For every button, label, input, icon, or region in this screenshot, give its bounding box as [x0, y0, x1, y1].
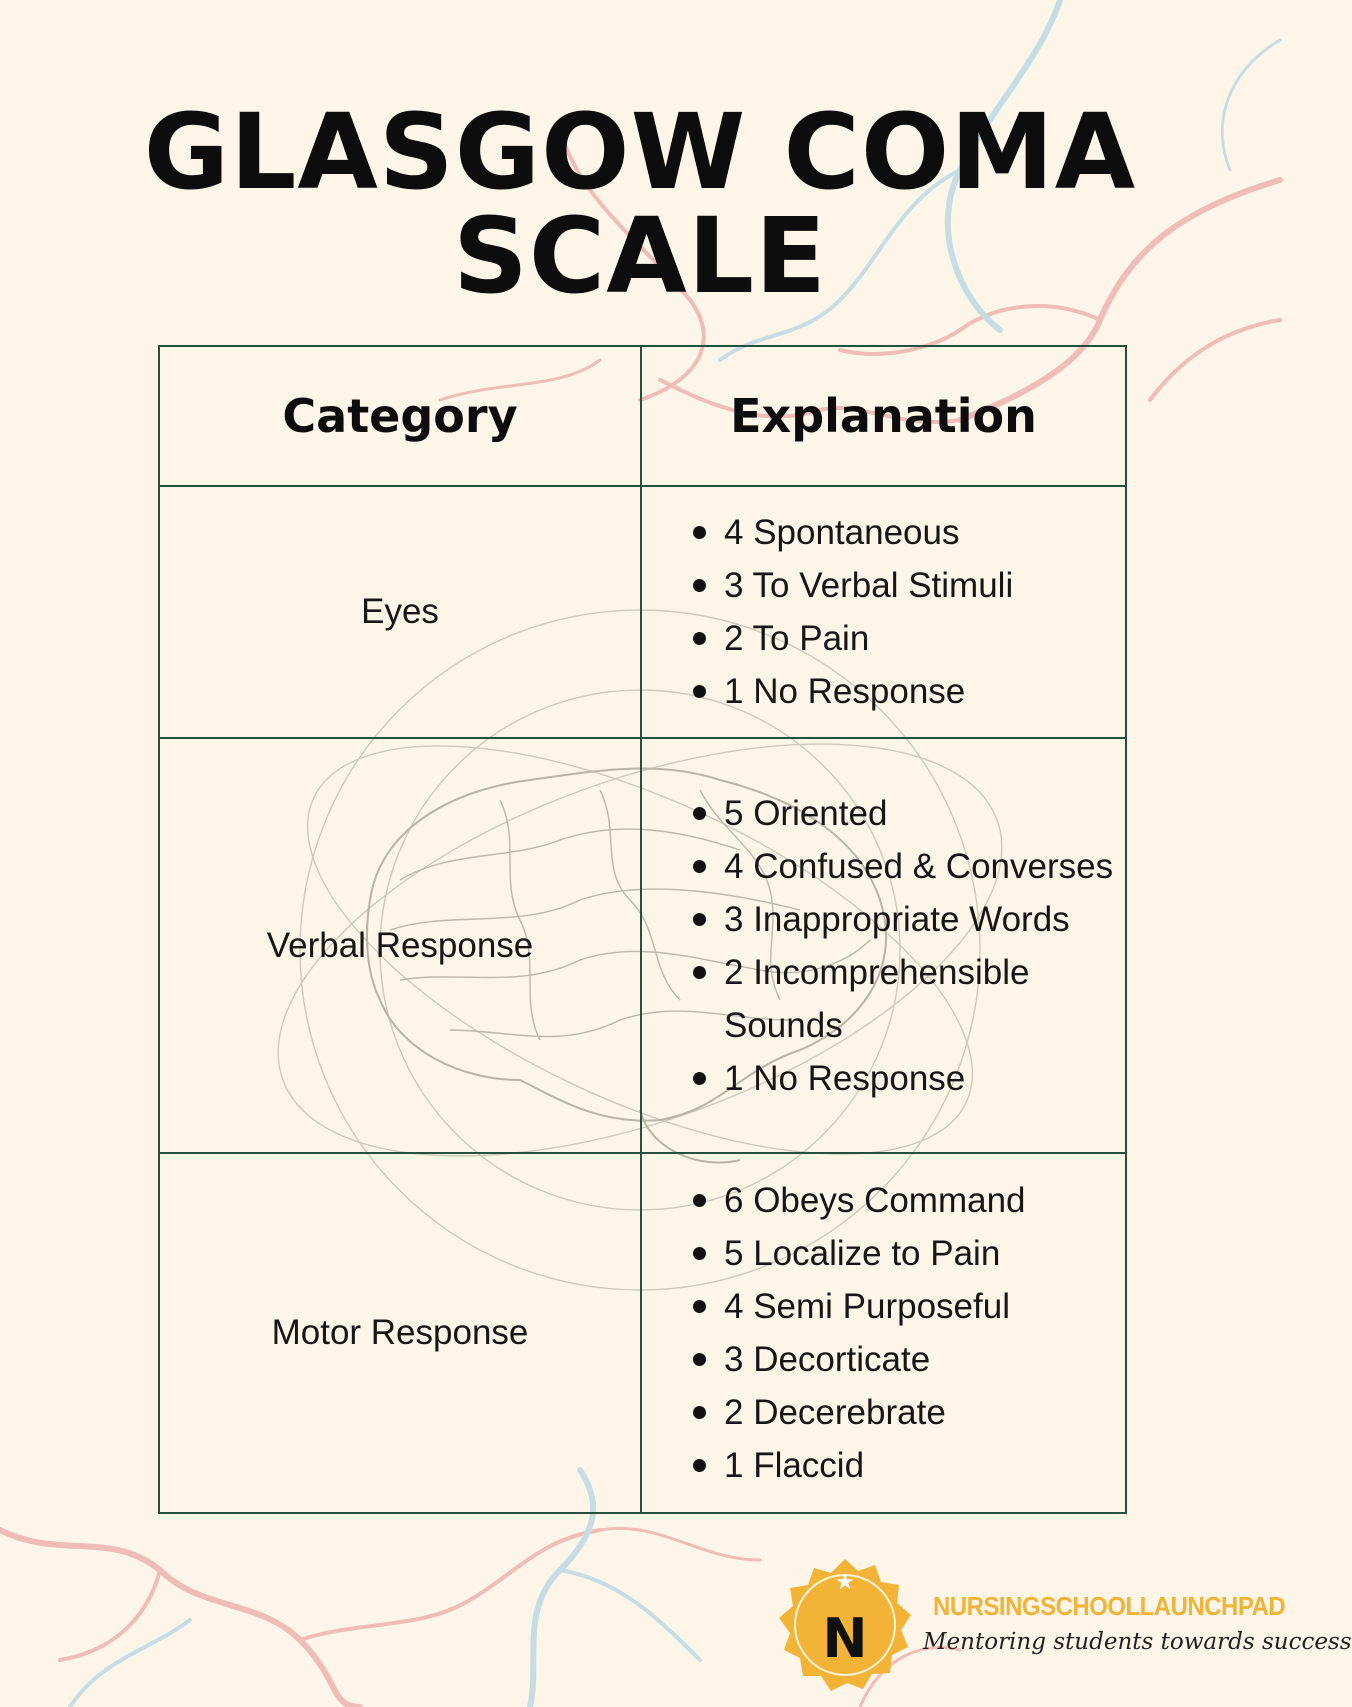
list-item: 3 To Verbal Stimuli [724, 559, 1125, 612]
list-item: 4 Spontaneous [724, 506, 1125, 559]
table-row-eyes [159, 486, 1126, 738]
list-item: 5 Oriented [724, 787, 1125, 840]
list-item: 1 No Response [724, 1052, 1125, 1105]
list-item: 6 Obeys Command [724, 1174, 1125, 1227]
star-icon: ★ [835, 1569, 855, 1594]
list-item: 2 Decerebrate [724, 1386, 1125, 1439]
list-item: 1 Flaccid [724, 1439, 1125, 1492]
list-item: 3 Inappropriate Words [724, 893, 1125, 946]
list-item: 4 Semi Purposeful [724, 1280, 1125, 1333]
brand-logo [775, 1555, 1352, 1695]
explanation-cell [641, 1153, 1126, 1513]
header-explanation: Explanation [641, 346, 1126, 486]
list-item: 2 To Pain [724, 612, 1125, 665]
list-item: 4 Confused & Converses [724, 840, 1125, 893]
category-cell: Eyes [159, 486, 641, 738]
explanation-cell [641, 738, 1126, 1153]
table-row-verbal [159, 738, 1126, 1153]
brand-tagline: Mentoring students towards success [923, 1629, 1352, 1655]
table-row-motor [159, 1153, 1126, 1513]
list-item: 3 Decorticate [724, 1333, 1125, 1386]
header-category: Category [159, 346, 641, 486]
score-list [642, 787, 1125, 1105]
badge-letter: N [822, 1607, 868, 1670]
list-item: 5 Localize to Pain [724, 1227, 1125, 1280]
score-list [642, 506, 1125, 718]
list-item: 2 Incomprehensible Sounds [724, 946, 1125, 1052]
title-line-2: SCALE [452, 195, 828, 317]
brand-name: NURSINGSCHOOLLAUNCHPAD [933, 1591, 1286, 1621]
explanation-cell [641, 486, 1126, 738]
category-cell: Motor Response [159, 1153, 641, 1513]
list-item: 1 No Response [724, 665, 1125, 718]
page-title [0, 91, 1280, 317]
category-cell: Verbal Response [159, 738, 641, 1153]
gcs-table [158, 345, 1127, 1514]
score-list [642, 1174, 1125, 1492]
title-line-1: GLASGOW COMA [143, 91, 1137, 213]
table-header-row [159, 346, 1126, 486]
